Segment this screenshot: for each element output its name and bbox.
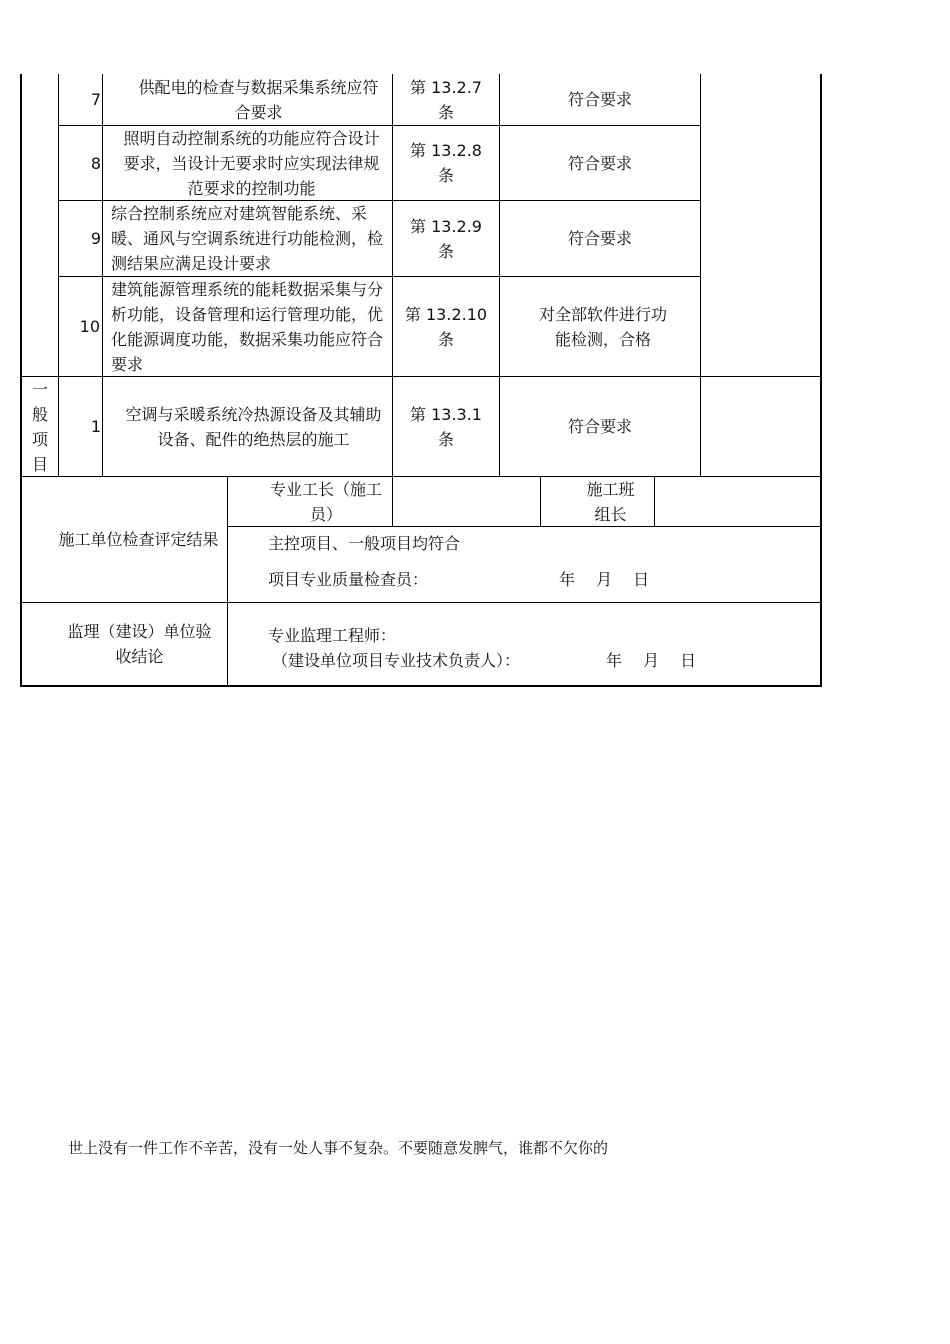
footer-quote: 世上没有一件工作不辛苦，没有一处人事不复杂。不要随意发脾气，谁都不欠你的 xyxy=(68,1139,609,1157)
row-number: 8 xyxy=(90,153,101,173)
row-clause: 第 13.2.10 条 xyxy=(404,304,488,349)
row-result: 对全部软件进行功能检测，合格 xyxy=(538,304,667,349)
row-result: 符合要求 xyxy=(567,153,632,173)
foreman-signature xyxy=(393,477,540,526)
row-description: 照明自动控制系统的功能应符合设计要求，当设计无要求时应实现法律规范要求的控制功能 xyxy=(123,128,380,198)
row-result: 符合要求 xyxy=(567,229,632,248)
general-items-label: 一般项目 xyxy=(31,379,48,474)
foreman-label: 专业工长（施工员） xyxy=(269,479,382,524)
row-clause: 第 13.2.8 条 xyxy=(410,141,482,185)
team-leader-label: 施工班组长 xyxy=(586,479,635,524)
team-leader-signature xyxy=(655,477,820,526)
row-result: 符合要求 xyxy=(567,90,632,109)
supervising-engineer-label: 专业监理工程师： xyxy=(268,625,397,645)
supervision-date: 年 月 日 xyxy=(606,650,697,670)
construction-unit-label: 施工单位检查评定结果 xyxy=(58,530,219,549)
supervision-unit-label: 监理（建设）单位验收结论 xyxy=(67,622,212,666)
row-number: 1 xyxy=(90,417,101,436)
col-divider xyxy=(700,74,701,476)
acceptance-table xyxy=(20,74,822,687)
row-number: 10 xyxy=(79,317,100,336)
construction-date: 年 月 日 xyxy=(559,569,650,589)
owner-technical-lead-label: （建设单位项目专业技术负责人）： xyxy=(272,650,521,670)
row-number: 7 xyxy=(90,90,101,109)
row-description: 空调与采暖系统冷热源设备及其辅助设备、配件的绝热层的施工 xyxy=(125,404,382,449)
construction-summary: 主控项目、一般项目均符合 xyxy=(268,533,461,553)
row-clause: 第 13.2.7 条 xyxy=(410,77,482,122)
row-clause: 第 13.3.1 条 xyxy=(410,404,482,449)
row-number: 9 xyxy=(90,229,101,248)
row-result: 符合要求 xyxy=(567,417,632,436)
quality-inspector-label: 项目专业质量检查员： xyxy=(268,569,429,589)
row-clause: 第 13.2.9 条 xyxy=(410,216,482,261)
row-description: 建筑能源管理系统的能耗数据采集与分析功能，设备管理和运行管理功能，优化能源调度功能，数据采集功能应符合要求 xyxy=(111,279,384,374)
row-description: 供配电的检查与数据采集系统应符合要求 xyxy=(138,77,379,122)
row-description: 综合控制系统应对建筑智能系统、采暖、通风与空调系统进行功能检测，检测结果应满足设计要求 xyxy=(111,204,384,273)
